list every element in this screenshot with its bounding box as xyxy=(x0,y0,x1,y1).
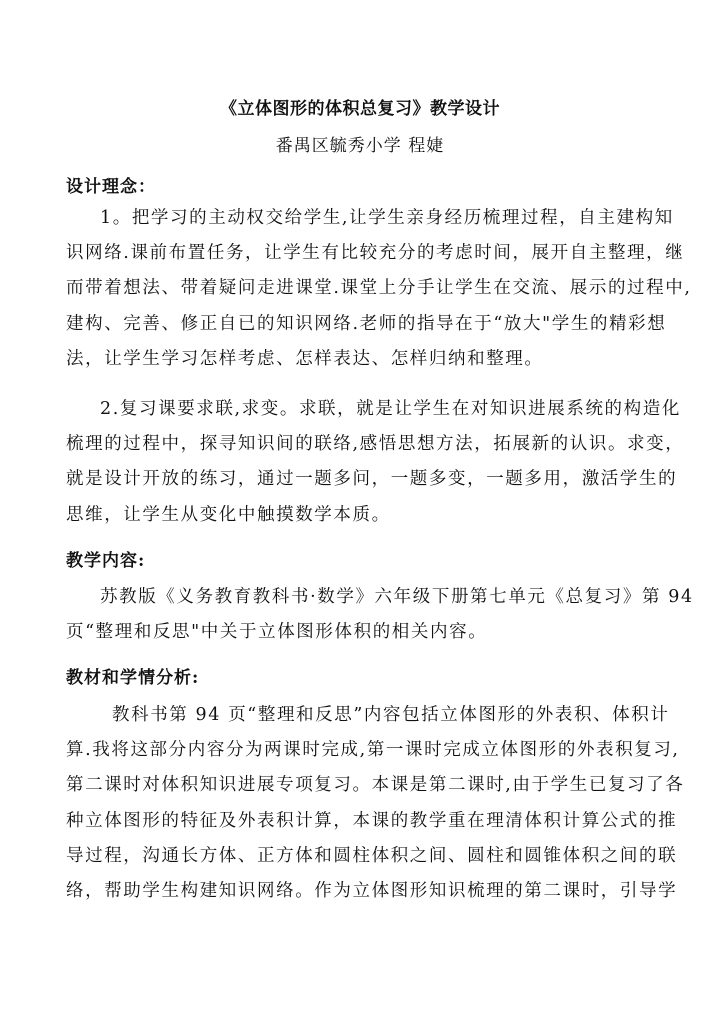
text-line: 就是设计开放的练习，通过一题多问，一题多变，一题多用，激活学生的 xyxy=(66,469,678,490)
text-line: 梳理的过程中，探寻知识间的联络,感悟思想方法，拓展新的认识。求变， xyxy=(66,434,685,455)
section-heading-analysis: 教材和学情分析: xyxy=(66,668,200,688)
text-line: 导过程，沟通长方体、正方体和圆柱体积之间、圆柱和圆锥体积之间的联 xyxy=(66,845,678,866)
text-line: 而带着想法、带着疑问走进课堂.课堂上分手让学生在交流、展示的过程中, xyxy=(66,278,692,299)
text-line: 第二课时对体积知识进展专项复习。本课是第二课时,由于学生已复习了各 xyxy=(66,775,685,796)
paragraph-design-concept-1 xyxy=(66,201,692,377)
text-line: 算.我将这部分内容分为两课时完成,第一课时完成立体图形的外表积复习, xyxy=(66,740,680,761)
text-line: 识网络.课前布置任务，让学生有比较充分的考虑时间，展开自主整理，继 xyxy=(66,243,685,264)
section-heading-teaching-content: 教学内容: xyxy=(66,551,146,571)
text-line: 建构、完善、修正自已的知识网络.老师的指导在于“放大"学生的精彩想 xyxy=(66,313,667,334)
document-title: 《立体图形的体积总复习》教学设计 xyxy=(220,99,500,119)
paragraph-design-concept-2 xyxy=(66,392,685,533)
text-line: 法，让学生学习怎样考虑、怎样表达、怎样归纳和整理。 xyxy=(66,348,544,369)
paragraph-analysis xyxy=(66,698,685,909)
text-line: 苏教版《义务教育教科书·数学》六年级下册第七单元《总复习》第 94 xyxy=(100,587,694,607)
text-line: 页“整理和反思"中关于立体图形体积的相关内容。 xyxy=(66,622,488,643)
text-line: 教科书第 94 页“整理和反思”内容包括立体图形的外表积、体积计 xyxy=(112,705,670,725)
author-line: 番禺区毓秀小学 程婕 xyxy=(275,136,445,156)
text-line: 络，帮助学生构建知识网络。作为立体图形知识梳理的第二课时，引导学 xyxy=(66,881,678,902)
section-heading-design-concept: 设计理念： xyxy=(66,177,156,197)
text-line: 2.复习课要求联,求变。求联，就是让学生在对知识进展系统的构造化 xyxy=(100,399,681,419)
paragraph-teaching-content xyxy=(66,580,694,650)
text-line: 思维，让学生从变化中触摸数学本质。 xyxy=(66,504,391,525)
text-line: 1。把学习的主动权交给学生,让学生亲身经历梳理过程，自主建构知 xyxy=(100,208,674,228)
text-line: 种立体图形的特征及外表积计算，本课的教学重在理清体积计算公式的推 xyxy=(66,810,678,831)
